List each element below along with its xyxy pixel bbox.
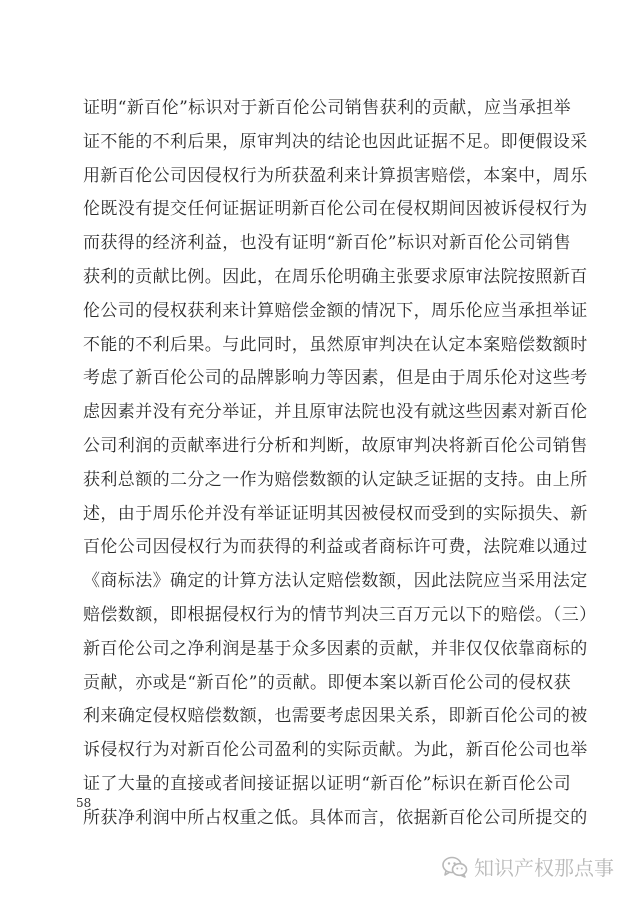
- watermark: [442, 852, 614, 881]
- text-line: 述，由于周乐伦并没有举证证明其因被侵权而受到的实际损失、新: [83, 503, 588, 524]
- text-line: 证了大量的直接或者间接证据以证明“新百伦”标识在新百伦公司: [83, 773, 571, 794]
- text-line: 不能的不利后果。与此同时，虽然原审判决在认定本案赔偿数额时: [83, 334, 588, 355]
- text-line: 公司利润的贡献率进行分析和判断，故原审判决将新百伦公司销售: [83, 435, 588, 456]
- text-line: 用新百伦公司因侵权行为所获盈利来计算损害赔偿，本案中，周乐: [83, 165, 588, 186]
- text-line: 利来确定侵权赔偿数额，也需要考虑因果关系，即新百伦公司的被: [83, 706, 588, 727]
- text-line: 赔偿数额，即根据侵权行为的情节判决三百万元以下的赔偿。（三）: [83, 604, 597, 625]
- document-body: [83, 92, 597, 836]
- text-line: 而获得的经济利益，也没有证明“新百伦”标识对新百伦公司销售: [83, 233, 571, 254]
- text-line: 证不能的不利后果，原审判决的结论也因此证据不足。即便假设采: [83, 131, 588, 152]
- text-line: 所获净利润中所占权重之低。具体而言，依据新百伦公司所提交的: [83, 807, 588, 828]
- text-line: 获利的贡献比例。因此，在周乐伦明确主张要求原审法院按照新百: [83, 266, 588, 287]
- text-line: 新百伦公司之净利润是基于众多因素的贡献，并非仅仅依靠商标的: [83, 638, 588, 659]
- text-line: 百伦公司因侵权行为而获得的利益或者商标许可费，法院难以通过: [83, 537, 588, 558]
- watermark-text: 知识产权那点事: [474, 856, 614, 880]
- page-number: 58: [76, 796, 92, 810]
- text-line: 考虑了新百伦公司的品牌影响力等因素，但是由于周乐伦对这些考: [83, 368, 588, 389]
- text-line: 诉侵权行为对新百伦公司盈利的实际贡献。为此，新百伦公司也举: [83, 740, 588, 761]
- text-line: 《商标法》确定的计算方法认定赔偿数额，因此法院应当采用法定: [83, 571, 588, 592]
- text-line: 伦公司的侵权获利来计算赔偿金额的情况下，周乐伦应当承担举证: [83, 300, 588, 321]
- text-line: 获利总额的二分之一作为赔偿数额的认定缺乏证据的支持。由上所: [83, 469, 588, 490]
- wechat-icon: [442, 856, 468, 878]
- text-line: 证明“新百伦”标识对于新百伦公司销售获利的贡献，应当承担举: [83, 98, 571, 118]
- text-line: 伦既没有提交任何证据证明新百伦公司在侵权期间因被诉侵权行为: [83, 199, 588, 220]
- text-line: 贡献，亦或是“新百伦”的贡献。即便本案以新百伦公司的侵权获: [83, 672, 571, 693]
- text-line: 虑因素并没有充分举证，并且原审法院也没有就这些因素对新百伦: [83, 402, 588, 423]
